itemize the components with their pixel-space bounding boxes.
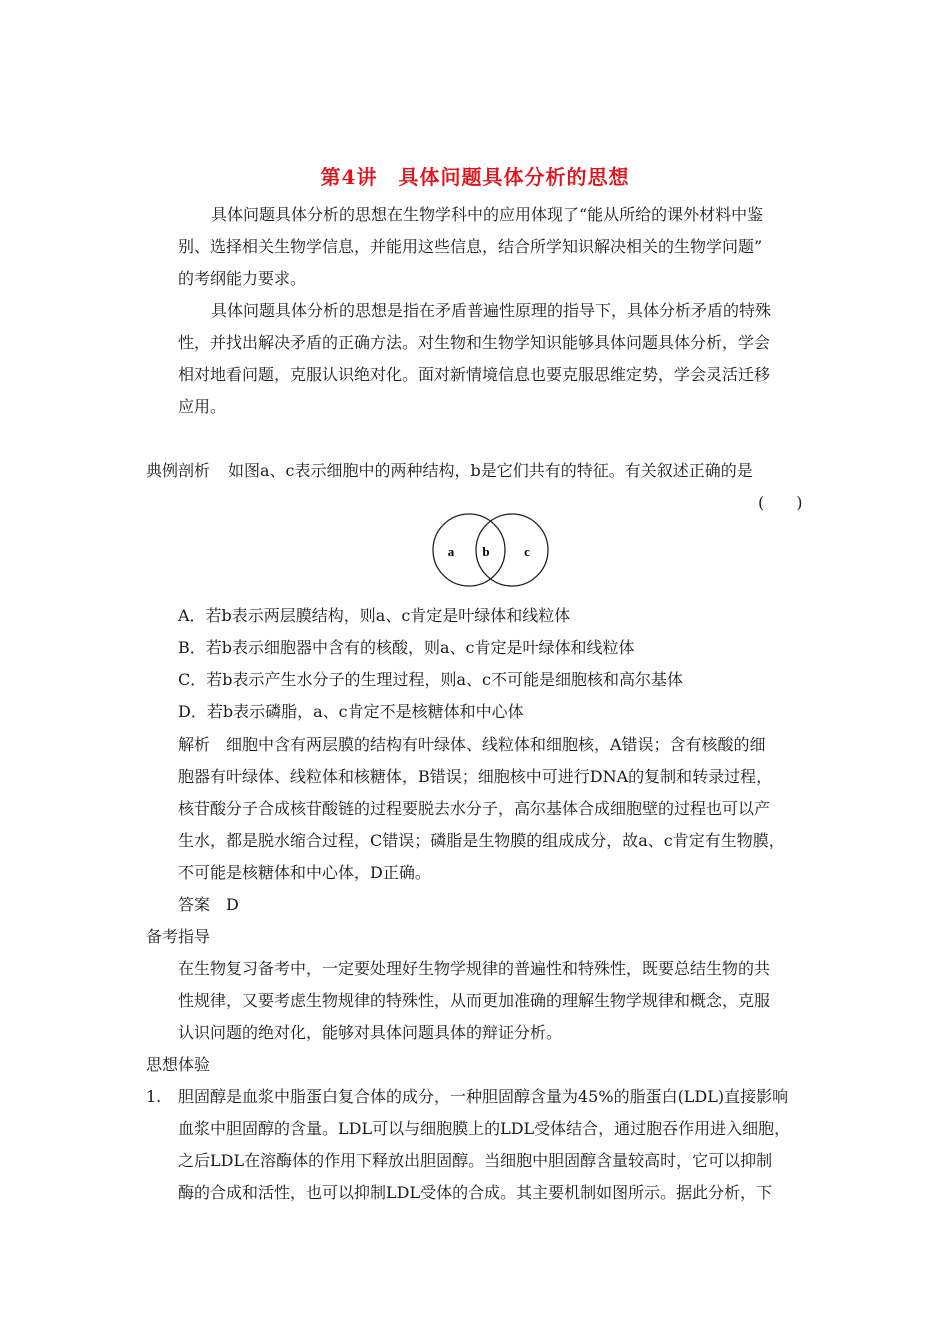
example-heading: 典例剖析	[146, 461, 211, 480]
question-number: 1.	[146, 1087, 162, 1106]
practice-line: 胆固醇是血浆中脂蛋白复合体的成分，一种胆固醇含量为45%的脂蛋白(LDL)直接影响	[178, 1087, 789, 1106]
guide-line: 在生物复习备考中，一定要处理好生物学规律的普遍性和特殊性，既要总结生物的共	[178, 959, 771, 978]
intro-line: 的考纲能力要求。	[178, 269, 307, 288]
option-d: D．若b表示磷脂，a、c肯定不是核糖体和中心体	[178, 702, 524, 721]
analysis-line: 解析 细胞中含有两层膜的结构有叶绿体、线粒体和细胞核，A错误；含有核酸的细	[178, 735, 766, 754]
venn-label-b: b	[482, 544, 490, 559]
practice-line: 血浆中胆固醇的含量。LDL可以与细胞膜上的LDL受体结合，通过胞吞作用进入细胞，	[178, 1119, 791, 1138]
option-c: C．若b表示产生水分子的生理过程，则a、c不可能是细胞核和高尔基体	[178, 670, 683, 689]
intro-line: 具体问题具体分析的思想在生物学科中的应用体现了“能从所给的课外材料中鉴	[211, 205, 764, 224]
intro-line: 相对地看问题，克服认识绝对化。面对新情境信息也要克服思维定势，学会灵活迁移	[178, 365, 771, 384]
analysis-line: 核苷酸分子合成核苷酸链的过程要脱去水分子，高尔基体合成细胞壁的过程也可以产	[178, 799, 771, 818]
page-title: 第4讲 具体问题具体分析的思想	[320, 165, 630, 189]
intro-line: 具体问题具体分析的思想是指在矛盾普遍性原理的指导下，具体分析矛盾的特殊	[211, 301, 772, 320]
option-b: B．若b表示细胞器中含有的核酸，则a、c肯定是叶绿体和线粒体	[178, 638, 635, 657]
venn-label-c: c	[524, 544, 530, 559]
venn-circle-a	[433, 514, 505, 586]
intro-line: 性，并找出解决矛盾的正确方法。对生物和生物学知识能够具体问题具体分析，学会	[178, 333, 771, 352]
venn-label-a: a	[447, 544, 455, 559]
practice-line: 之后LDL在溶酶体的作用下释放出胆固醇。当细胞中胆固醇含量较高时，它可以抑制	[178, 1151, 773, 1170]
analysis-line: 胞器有叶绿体、线粒体和核糖体，B错误；细胞核中可进行DNA的复制和转录过程，	[178, 767, 773, 786]
analysis-line: 生水，都是脱水缩合过程，C错误；磷脂是生物膜的组成成分，故a、c肯定有生物膜，	[178, 831, 785, 850]
practice-line: 酶的合成和活性，也可以抑制LDL受体的合成。其主要机制如图所示。据此分析，下	[178, 1183, 773, 1202]
intro-line: 应用。	[178, 397, 227, 416]
analysis-line: 不可能是核糖体和中心体，D正确。	[178, 863, 431, 882]
guide-heading: 备考指导	[146, 927, 211, 946]
option-a: A．若b表示两层膜结构，则a、c肯定是叶绿体和线粒体	[178, 606, 571, 625]
guide-line: 性规律，又要考虑生物规律的特殊性，从而更加准确的理解生物学规律和概念，克服	[178, 991, 771, 1010]
intro-line: 别、选择相关生物学信息，并能用这些信息，结合所学知识解决相关的生物学问题”	[178, 237, 763, 256]
practice-heading: 思想体验	[146, 1055, 211, 1074]
example-question: 如图a、c表示细胞中的两种结构，b是它们共有的特征。有关叙述正确的是	[228, 461, 753, 480]
answer-bracket: ( )	[758, 493, 803, 512]
guide-line: 认识问题的绝对化，能够对具体问题具体的辩证分析。	[178, 1023, 563, 1042]
venn-diagram	[432, 508, 550, 592]
answer: 答案 D	[178, 895, 239, 914]
